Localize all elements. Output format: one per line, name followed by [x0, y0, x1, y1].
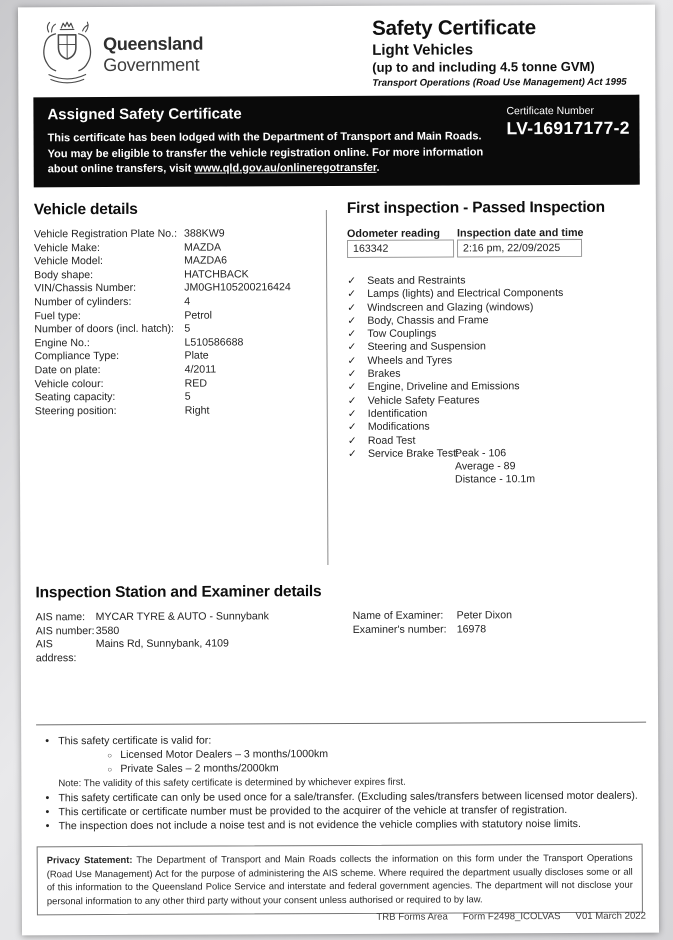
field-label: Steering position: — [34, 404, 117, 418]
footer-form-number: Form F2498_ICOLVAS — [462, 911, 561, 923]
checklist-item — [348, 393, 648, 408]
checkmark-icon: ✓ — [347, 381, 357, 394]
checklist-item-label: Engine, Driveline and Emissions — [367, 380, 520, 394]
table-row — [34, 281, 324, 296]
field-label: Vehicle colour: — [34, 377, 104, 390]
checklist-item-label: Windscreen and Glazing (windows) — [367, 300, 534, 314]
field-label: Date on plate: — [34, 363, 101, 377]
table-row — [34, 268, 324, 283]
checklist-item-label: Brakes — [367, 367, 401, 380]
checkmark-icon: ✓ — [347, 367, 357, 381]
checklist-item — [347, 300, 647, 315]
checklist-item-label: Tow Couplings — [367, 327, 437, 341]
field-label: VIN/Chassis Number: — [34, 282, 137, 295]
field-label: Name of Examiner: — [352, 609, 444, 622]
transfer-url-link[interactable]: www.qld.gov.au/onlineregotransfer — [194, 161, 377, 175]
footer-version: V01 March 2022 — [575, 910, 646, 922]
checkmark-icon: ✓ — [347, 301, 357, 314]
checklist-item-label: Identification — [367, 407, 428, 420]
field-label: Engine No.: — [34, 336, 90, 350]
field-value: MAZDA — [184, 241, 222, 254]
certificate-number-label: Certificate Number — [506, 104, 594, 118]
field-label: Vehicle Registration Plate No.: — [33, 227, 178, 241]
checklist-item-label: Vehicle Safety Features — [367, 394, 480, 407]
form-footer — [376, 911, 646, 923]
station-examiner-heading: Inspection Station and Examiner details — [35, 583, 322, 602]
checklist-item-label: Seats and Restraints — [367, 274, 466, 287]
list-item: • This safety certificate is valid for: — [45, 732, 645, 749]
field-label: Vehicle Model: — [34, 255, 104, 268]
banner-text-block — [47, 104, 493, 177]
field-label: Seating capacity: — [34, 391, 116, 404]
checkmark-icon: ✓ — [347, 341, 357, 354]
legislation-reference: Transport Operations (Road Use Management) Act 1995 — [372, 76, 627, 89]
field-label: AIS address: — [35, 638, 77, 665]
checkmark-icon: ✓ — [347, 434, 357, 447]
checklist-item — [348, 367, 648, 382]
table-row — [34, 254, 324, 269]
list-item: • The inspection does not include a noise test and is not evidence the vehicle complies with statutory noise limits. — [46, 817, 646, 834]
checklist-item-label: Lamps (lights) and Electrical Components — [367, 287, 564, 301]
banner-body-period: . — [376, 161, 380, 174]
queensland-coat-of-arms-icon — [36, 18, 98, 92]
brake-test-peak: Peak - 106 — [454, 447, 507, 460]
list-item: • This certificate or certificate number must be provided to the acquirer of the vehicle at transfer of registration. — [45, 803, 645, 820]
vehicle-details-heading: Vehicle details — [33, 200, 138, 219]
list-item: ○ Licensed Motor Dealers – 3 months/1000km — [107, 746, 645, 763]
field-value: L510586688 — [184, 336, 244, 349]
vehicle-details-table — [34, 227, 325, 419]
column-divider — [326, 210, 329, 565]
checklist-item-label: Wheels and Tyres — [367, 354, 453, 367]
table-row — [34, 227, 324, 242]
checkmark-icon: ✓ — [347, 328, 357, 341]
checklist-item — [347, 287, 647, 302]
brake-test-values — [455, 447, 535, 487]
inspection-checklist — [347, 274, 648, 486]
conditions-notes-list — [45, 732, 645, 834]
table-row — [36, 624, 336, 639]
field-value: RED — [184, 377, 208, 390]
validity-note: Note: The validity of this safety certificate is determined by whichever expires first. — [58, 776, 406, 789]
document-title: Safety Certificate — [372, 16, 537, 40]
banner-heading: Assigned Safety Certificate — [47, 105, 242, 124]
checkmark-icon: ✓ — [347, 288, 357, 301]
checkmark-icon: ✓ — [347, 447, 357, 460]
checklist-item-label: Steering and Suspension — [367, 340, 486, 354]
document-title-block — [372, 16, 644, 89]
field-value: 5 — [184, 322, 191, 335]
checklist-item — [347, 340, 647, 355]
checklist-item — [347, 274, 647, 289]
field-value: Right — [184, 404, 210, 417]
field-label: AIS number: — [35, 624, 95, 637]
checklist-item-label: Body, Chassis and Frame — [367, 314, 489, 327]
privacy-statement-box — [37, 844, 643, 916]
field-value: 4/2011 — [184, 363, 217, 376]
checklist-item — [348, 380, 648, 395]
brake-test-row — [347, 447, 648, 486]
odometer-value-field: 163342 — [347, 239, 454, 257]
first-inspection-heading: First inspection - Passed Inspection — [346, 198, 605, 217]
government-logo-text — [103, 34, 203, 76]
checkmark-icon: ✓ — [347, 407, 357, 420]
logo-line1: Queensland — [103, 33, 204, 55]
checklist-item — [347, 327, 647, 342]
field-value: 3580 — [95, 624, 120, 637]
checkmark-icon: ✓ — [347, 314, 357, 327]
field-label: Vehicle Make: — [34, 241, 101, 254]
checkmark-icon: ✓ — [347, 394, 357, 407]
logo-line2: Government — [103, 54, 200, 76]
field-label: Examiner's number: — [352, 623, 447, 636]
table-row — [36, 610, 336, 625]
table-row — [34, 349, 324, 364]
field-value: JM0GH105200216424 — [184, 281, 291, 295]
field-label: Number of cylinders: — [34, 295, 132, 309]
field-value: MAZDA6 — [184, 254, 228, 267]
document-subtitle2: (up to and including 4.5 tonne GVM) — [372, 58, 595, 75]
checkmark-icon: ✓ — [347, 274, 357, 287]
field-value: HATCHBACK — [184, 268, 249, 281]
banner-paragraph — [48, 129, 494, 177]
field-label: Fuel type: — [34, 309, 81, 322]
section-divider-line — [36, 722, 646, 726]
inspection-datetime-field: 2:16 pm, 22/09/2025 — [457, 239, 582, 258]
field-value: Petrol — [184, 309, 213, 322]
table-row — [35, 363, 325, 378]
field-value: MYCAR TYRE & AUTO - Sunnybank — [95, 610, 269, 624]
station-details-table — [36, 610, 336, 666]
certificate-page — [18, 5, 659, 936]
checklist-item — [348, 433, 648, 448]
table-row — [34, 241, 324, 256]
brake-test-label: Service Brake Test: — [367, 447, 460, 460]
table-row — [34, 295, 324, 310]
table-row — [35, 404, 325, 419]
checklist-item — [348, 407, 648, 422]
assigned-certificate-banner — [33, 95, 639, 188]
table-row — [34, 322, 324, 337]
field-value: 388KW9 — [183, 227, 225, 240]
privacy-statement-text: The Department of Transport and Main Roads collects the information on this form under the Transport Operations (Road Use Management) Act for the purpose of administering the AIS scheme. Where required the department usually discloses some or all of this information to the Queensland Police Service and interstate and federal government agencies. The department will not disclose your personal information to any other third party without your consent unless authorised or required to by law. — [46, 851, 633, 907]
checklist-item — [348, 420, 648, 435]
checklist-item-label: Modifications — [367, 420, 430, 434]
odometer-label: Odometer reading — [346, 227, 440, 240]
certificate-number-block — [506, 105, 629, 140]
table-row — [35, 377, 325, 392]
table-row — [34, 309, 324, 324]
field-value: 16978 — [456, 622, 487, 636]
field-value: 5 — [184, 390, 191, 403]
field-label: Compliance Type: — [34, 350, 120, 363]
field-label: AIS name: — [35, 611, 86, 624]
table-row — [36, 637, 336, 665]
field-value: 4 — [184, 295, 191, 308]
examiner-details-table — [353, 609, 643, 637]
privacy-statement-label: Privacy Statement: — [46, 853, 133, 866]
checkmark-icon: ✓ — [347, 421, 357, 434]
field-value: Mains Rd, Sunnybank, 4109 — [95, 637, 229, 651]
checklist-item — [347, 353, 647, 368]
field-value: Peter Dixon — [456, 609, 513, 622]
table-row — [34, 336, 324, 351]
table-row — [353, 622, 643, 637]
certificate-number-value: LV-16917177-2 — [506, 117, 630, 139]
list-item: ○ Private Sales – 2 months/2000km — [107, 760, 645, 777]
document-subtitle: Light Vehicles — [372, 41, 474, 59]
inspection-datetime-label: Inspection date and time — [456, 226, 584, 240]
table-row — [353, 609, 643, 624]
brake-test-average: Average - 89 — [454, 460, 516, 473]
list-item: • This safety certificate can only be used once for a sale/transfer. (Excluding sales/transfers between licensed motor dealers). — [45, 788, 645, 805]
footer-forms-area: TRB Forms Area — [376, 911, 448, 923]
banner-body-text: This certificate has been lodged with the Department of Transport and Main Roads. You may be eligible to transfer the vehicle registration online. For more information about online transfers, visit — [47, 130, 484, 176]
checklist-item — [347, 314, 647, 329]
field-label: Body shape: — [34, 268, 94, 282]
checkmark-icon: ✓ — [347, 354, 357, 367]
table-row — [35, 390, 325, 405]
brake-test-distance: Distance - 10.1m — [455, 473, 536, 486]
field-label: Number of doors (incl. hatch): — [34, 322, 174, 336]
checklist-item-label: Road Test — [367, 434, 416, 447]
field-value: Plate — [184, 349, 209, 363]
